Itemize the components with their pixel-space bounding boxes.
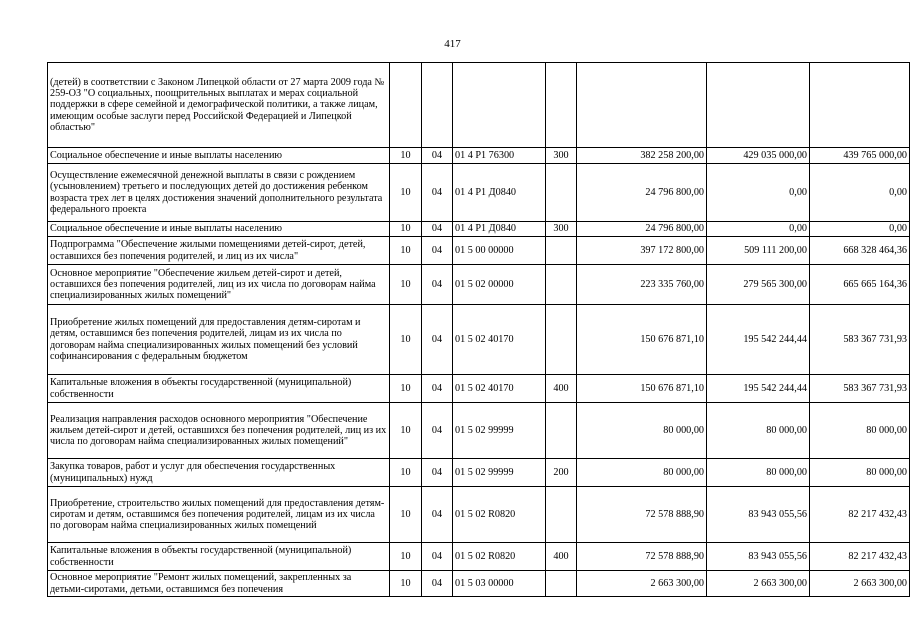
row-subsection-cell: 04	[422, 305, 453, 375]
table-row	[48, 543, 910, 571]
row-subsection-cell: 04	[422, 237, 453, 265]
row-section-cell	[390, 63, 422, 148]
row-sum-year1-cell: 150 676 871,10	[577, 375, 707, 403]
table-row	[48, 164, 910, 222]
row-sum-year3-cell: 583 367 731,93	[810, 375, 910, 403]
row-sum-year3-cell: 80 000,00	[810, 459, 910, 487]
row-section-cell: 10	[390, 305, 422, 375]
row-sum-year3-cell: 668 328 464,36	[810, 237, 910, 265]
row-section-cell: 10	[390, 237, 422, 265]
row-section-cell: 10	[390, 375, 422, 403]
row-sum-year2-cell: 0,00	[707, 164, 810, 222]
row-expense-type-cell: 200	[546, 459, 577, 487]
row-sum-year3-cell: 0,00	[810, 222, 910, 237]
row-expense-type-cell	[546, 487, 577, 543]
row-section-cell: 10	[390, 487, 422, 543]
row-sum-year3-cell: 665 665 164,36	[810, 265, 910, 305]
row-sum-year2-cell: 2 663 300,00	[707, 571, 810, 597]
row-name-cell: Основное мероприятие "Обеспечение жильем детей-сирот и детей, оставшихся без попечения родителей, лиц из их числа по договорам найма специализированных жилых помещений"	[48, 265, 390, 305]
row-section-cell: 10	[390, 571, 422, 597]
row-sum-year1-cell: 24 796 800,00	[577, 222, 707, 237]
row-sum-year1-cell: 80 000,00	[577, 403, 707, 459]
row-expense-type-cell: 300	[546, 222, 577, 237]
row-subsection-cell: 04	[422, 375, 453, 403]
row-expense-type-cell	[546, 305, 577, 375]
row-section-cell: 10	[390, 265, 422, 305]
row-section-cell: 10	[390, 403, 422, 459]
row-sum-year1-cell: 223 335 760,00	[577, 265, 707, 305]
row-name-cell: Капитальные вложения в объекты государственной (муниципальной) собственности	[48, 375, 390, 403]
row-target-item-cell: 01 4 P1 Д0840	[453, 164, 546, 222]
row-sum-year2-cell: 195 542 244,44	[707, 375, 810, 403]
row-expense-type-cell: 400	[546, 375, 577, 403]
row-sum-year2-cell: 80 000,00	[707, 459, 810, 487]
row-sum-year2-cell: 195 542 244,44	[707, 305, 810, 375]
row-sum-year2-cell: 83 943 055,56	[707, 543, 810, 571]
row-subsection-cell: 04	[422, 403, 453, 459]
row-name-cell: Социальное обеспечение и иные выплаты населению	[48, 148, 390, 164]
row-target-item-cell: 01 4 P1 76300	[453, 148, 546, 164]
row-sum-year1-cell: 397 172 800,00	[577, 237, 707, 265]
row-expense-type-cell	[546, 237, 577, 265]
row-name-cell: Подпрограмма "Обеспечение жилыми помещениями детей-сирот, детей, оставшихся без попечения родителей, и лиц из их числа"	[48, 237, 390, 265]
table-row	[48, 222, 910, 237]
row-expense-type-cell: 400	[546, 543, 577, 571]
row-target-item-cell: 01 5 00 00000	[453, 237, 546, 265]
table-row	[48, 403, 910, 459]
row-sum-year1-cell: 2 663 300,00	[577, 571, 707, 597]
row-target-item-cell: 01 5 02 40170	[453, 305, 546, 375]
table-row	[48, 459, 910, 487]
row-name-cell: Приобретение жилых помещений для предоставления детям-сиротам и детям, оставшимся без попечения родителей, лицам из их числа по договорам найма специализированных жилых помещений без условий софинансирования с федеральным бюджетом	[48, 305, 390, 375]
row-name-cell: Реализация направления расходов основного мероприятия "Обеспечение жильем детей-сирот и детей, оставшихся без попечения родителей, лиц из их числа по договорам найма специализированных жилых помещений"	[48, 403, 390, 459]
row-sum-year2-cell: 429 035 000,00	[707, 148, 810, 164]
row-sum-year1-cell: 80 000,00	[577, 459, 707, 487]
row-subsection-cell: 04	[422, 543, 453, 571]
row-expense-type-cell	[546, 63, 577, 148]
row-target-item-cell: 01 5 02 00000	[453, 265, 546, 305]
row-target-item-cell: 01 5 03 00000	[453, 571, 546, 597]
row-section-cell: 10	[390, 148, 422, 164]
row-target-item-cell: 01 4 P1 Д0840	[453, 222, 546, 237]
row-sum-year2-cell: 279 565 300,00	[707, 265, 810, 305]
row-sum-year1-cell	[577, 63, 707, 148]
row-name-cell: Основное мероприятие "Ремонт жилых помещений, закрепленных за детьми-сиротами, детьми, оставшимся без попечения	[48, 571, 390, 597]
row-sum-year3-cell: 2 663 300,00	[810, 571, 910, 597]
row-section-cell: 10	[390, 164, 422, 222]
row-expense-type-cell	[546, 265, 577, 305]
row-subsection-cell: 04	[422, 571, 453, 597]
row-target-item-cell: 01 5 02 99999	[453, 403, 546, 459]
row-name-cell: (детей) в соответствии с Законом Липецкой области от 27 марта 2009 года № 259-ОЗ "О социальных, поощрительных выплатах и мерах социальной поддержки в сфере семейной и демографической политики, а также лицам, имеющим особые заслуги перед Российской Федерацией и Липецкой областью"	[48, 63, 390, 148]
row-sum-year3-cell: 583 367 731,93	[810, 305, 910, 375]
row-target-item-cell	[453, 63, 546, 148]
table-row	[48, 571, 910, 597]
row-subsection-cell: 04	[422, 222, 453, 237]
row-subsection-cell: 04	[422, 459, 453, 487]
row-target-item-cell: 01 5 02 40170	[453, 375, 546, 403]
row-target-item-cell: 01 5 02 99999	[453, 459, 546, 487]
budget-table	[47, 62, 910, 597]
row-sum-year3-cell: 82 217 432,43	[810, 487, 910, 543]
row-section-cell: 10	[390, 222, 422, 237]
row-sum-year3-cell: 82 217 432,43	[810, 543, 910, 571]
row-target-item-cell: 01 5 02 R0820	[453, 543, 546, 571]
table-row	[48, 148, 910, 164]
row-sum-year2-cell	[707, 63, 810, 148]
row-sum-year1-cell: 150 676 871,10	[577, 305, 707, 375]
row-sum-year2-cell: 83 943 055,56	[707, 487, 810, 543]
row-name-cell: Осуществление ежемесячной денежной выплаты в связи с рождением (усыновлением) третьего и последующих детей до достижения ребенком возраста трех лет в целях достижения значений дополнительного результата федерального проекта	[48, 164, 390, 222]
row-sum-year1-cell: 72 578 888,90	[577, 487, 707, 543]
table-row	[48, 375, 910, 403]
row-subsection-cell: 04	[422, 265, 453, 305]
row-sum-year3-cell	[810, 63, 910, 148]
row-name-cell: Социальное обеспечение и иные выплаты населению	[48, 222, 390, 237]
row-name-cell: Закупка товаров, работ и услуг для обеспечения государственных (муниципальных) нужд	[48, 459, 390, 487]
row-expense-type-cell: 300	[546, 148, 577, 164]
table-row	[48, 63, 910, 148]
table-row	[48, 487, 910, 543]
row-sum-year3-cell: 439 765 000,00	[810, 148, 910, 164]
row-sum-year1-cell: 24 796 800,00	[577, 164, 707, 222]
row-sum-year3-cell: 80 000,00	[810, 403, 910, 459]
row-sum-year2-cell: 509 111 200,00	[707, 237, 810, 265]
row-section-cell: 10	[390, 543, 422, 571]
table-row	[48, 237, 910, 265]
table-row	[48, 305, 910, 375]
row-expense-type-cell	[546, 571, 577, 597]
row-name-cell: Капитальные вложения в объекты государственной (муниципальной) собственности	[48, 543, 390, 571]
table-row	[48, 265, 910, 305]
row-sum-year2-cell: 80 000,00	[707, 403, 810, 459]
row-subsection-cell: 04	[422, 164, 453, 222]
page-number: 417	[444, 38, 461, 50]
row-sum-year1-cell: 382 258 200,00	[577, 148, 707, 164]
row-expense-type-cell	[546, 164, 577, 222]
row-subsection-cell: 04	[422, 148, 453, 164]
row-name-cell: Приобретение, строительство жилых помещений для предоставления детям-сиротам и детям, оставшимся без попечения родителей, лицам из их числа по договорам найма специализированных жилых помещений	[48, 487, 390, 543]
row-sum-year2-cell: 0,00	[707, 222, 810, 237]
row-target-item-cell: 01 5 02 R0820	[453, 487, 546, 543]
row-subsection-cell	[422, 63, 453, 148]
row-expense-type-cell	[546, 403, 577, 459]
row-sum-year1-cell: 72 578 888,90	[577, 543, 707, 571]
row-sum-year3-cell: 0,00	[810, 164, 910, 222]
row-section-cell: 10	[390, 459, 422, 487]
row-subsection-cell: 04	[422, 487, 453, 543]
